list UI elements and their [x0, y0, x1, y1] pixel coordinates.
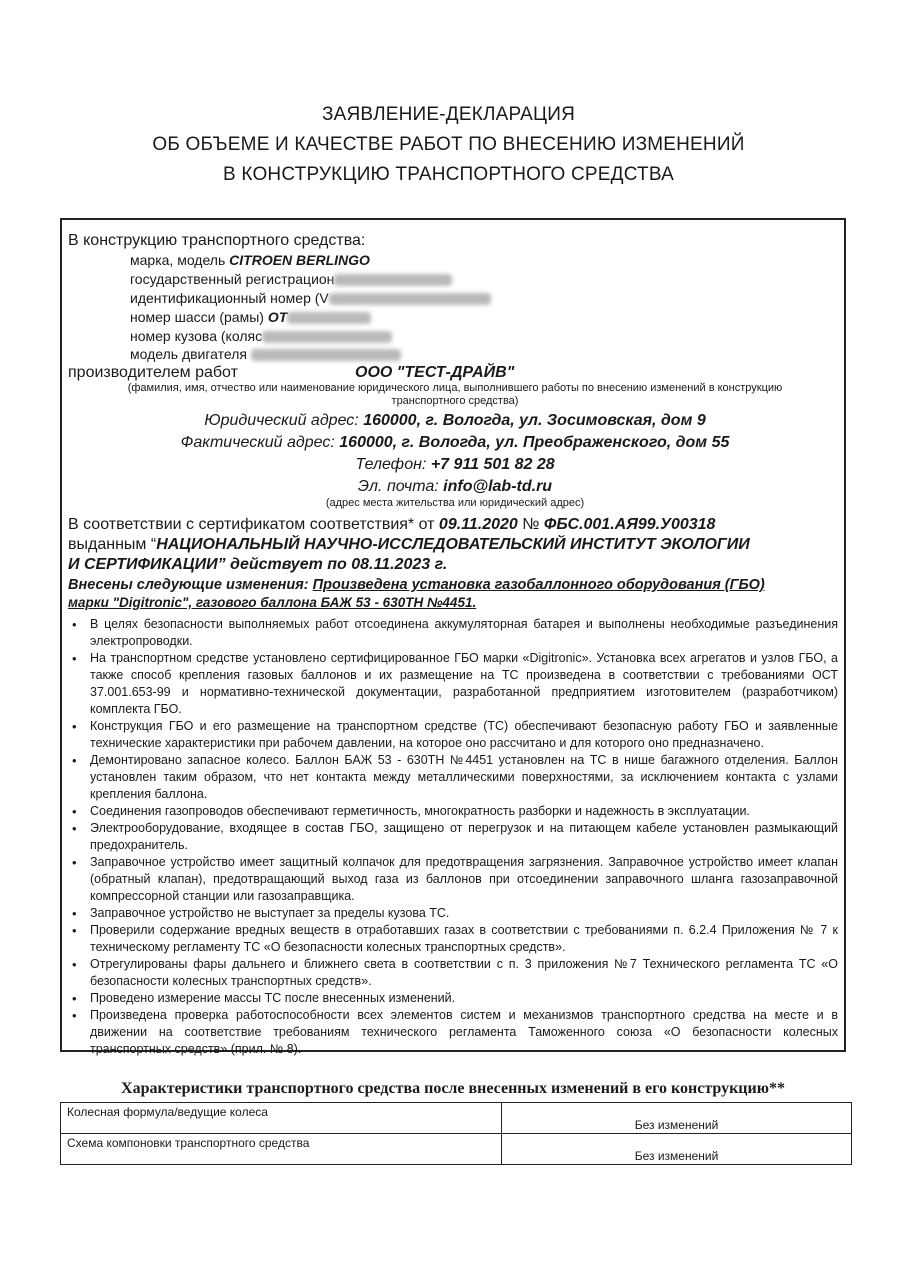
certificate-number-sign: № [522, 516, 540, 533]
changes-line-2 [68, 595, 476, 610]
characteristics-title: Характеристики транспортного средства после внесенных изменений в его конструкцию** [121, 1080, 785, 1097]
redacted-vin [329, 293, 491, 305]
phone-value: +7 911 501 82 28 [430, 456, 555, 473]
list-item: • Соединения газопроводов обеспечивают герметичность, многократность разборки и надежность в эксплуатации. [70, 803, 838, 820]
list-item: • Проведено измерение массы ТС после внесенных изменений. [70, 990, 838, 1007]
chassis-value: ОТ [267, 309, 288, 325]
changes-label: Внесены следующие изменения: [68, 577, 309, 593]
table-row [61, 1134, 852, 1165]
vin-row [130, 290, 491, 306]
legal-address-label: Юридический адрес: [204, 412, 359, 429]
address-note: (адрес места жительства или юридический адрес) [325, 497, 585, 509]
certificate-date: 09.11.2020 [438, 516, 518, 533]
declaration-box [60, 218, 846, 1056]
engine-label: модель двигателя [130, 346, 247, 362]
list-item: • Отрегулированы фары дальнего и ближнего света в соответствии с п. 3 приложения №7 Технического регламента ТС «О безопасности колесных транспортных средств». [70, 956, 838, 990]
reg-row [130, 271, 452, 287]
email-value: info@lab-td.ru [443, 478, 553, 495]
characteristic-name: Колесная формула/ведущие колеса [61, 1103, 502, 1134]
changes-text-1: Произведена установка газобаллонного оборудования (ГБО) [312, 577, 765, 593]
issuer-line-2: И СЕРТИФИКАЦИИ” [68, 556, 226, 573]
vehicle-intro: В конструкцию транспортного средства: [68, 232, 366, 249]
body-row [130, 328, 392, 344]
title-line-2: ОБ ОБЪЕМЕ И КАЧЕСТВЕ РАБОТ ПО ВНЕСЕНИЮ ИЗМЕНЕНИЙ [152, 134, 745, 155]
certificate-line-2 [68, 536, 750, 554]
body-label: номер кузова (коляс [130, 328, 263, 344]
title-line-3: В КОНСТРУКЦИЮ ТРАНСПОРТНОГО СРЕДСТВА [223, 164, 674, 185]
list-item: • Произведена проверка работоспособности всех элементов систем и механизмов транспортного средства на месте и в движении на соответствие требованиям технического регламента Таможенного союза «О безопасности колесных транспортных средств» (прил. № 8). [70, 1007, 838, 1058]
make-value: CITROEN BERLINGO [229, 252, 370, 268]
redacted-reg-number [334, 274, 452, 286]
redacted-body-number [262, 331, 392, 343]
producer-note-2: транспортного средства) [391, 395, 519, 407]
producer-name: ООО "ТЕСТ-ДРАЙВ" [355, 364, 515, 381]
list-item: • Проверили содержание вредных веществ в отработавших газах в соответствии с требованиями п. 6.2.4 Приложения № 7 к техническому регламенту ТС «О безопасности колесных транспортных средств». [70, 922, 838, 956]
certificate-line-1 [68, 516, 715, 534]
reg-label: государственный регистрацион [130, 271, 335, 287]
title-line-1: ЗАЯВЛЕНИЕ-ДЕКЛАРАЦИЯ [321, 104, 576, 125]
list-item: • На транспортном средстве установлено сертифицированное ГБО марки «Digitronic». Установка всех агрегатов и узлов ГБО, а также способ крепления газовых баллонов и их размещение на ТС произведена в соответствии с требованиями ОСТ 37.001.653-99 и нормативно-технической документации, разработанной предприятием изготовителем (разработчиком) комплекта ГБО. [70, 650, 838, 718]
email-label: Эл. почта: [357, 478, 439, 495]
certificate-number: ФБС.001.АЯ99.У00318 [543, 516, 716, 533]
email [62, 478, 848, 496]
list-item: • Заправочное устройство имеет защитный колпачок для предотвращения загрязнения. Заправочное устройство имеет клапан (обратный клапан), предотвращающий выход газа из баллонов при отсоединении заправочного шланга газозаправочной компрессорной станции или газозаправщика. [70, 854, 838, 905]
make-row [130, 252, 370, 268]
producer-note-1: (фамилия, имя, отчество или наименование юридического лица, выполнившего работы по внесению изменений в конструкцию [127, 382, 783, 394]
certificate-prefix: В соответствии с сертификатом соответствия* от [68, 516, 435, 533]
valid-until: действует по 08.11.2023 г. [230, 556, 448, 573]
changes-text-2: марки "Digitronic", газового баллона БАЖ 53 - 630ТН №4451. [68, 595, 477, 610]
table-row [61, 1103, 852, 1134]
certificate-line-3 [68, 556, 447, 574]
producer-label: производителем работ [68, 364, 238, 381]
characteristic-value: Без изменений [502, 1134, 852, 1165]
redacted-engine [251, 349, 401, 361]
changes-line-1 [68, 577, 765, 593]
characteristic-value: Без изменений [502, 1103, 852, 1134]
legal-address-value: 160000, г. Вологда, ул. Зосимовская, дом 9 [363, 412, 706, 429]
actual-address [62, 434, 848, 452]
redacted-chassis [287, 312, 371, 324]
list-item: • Конструкция ГБО и его размещение на транспортном средстве (ТС) обеспечивают безопасную работу ГБО и заявленные технические характеристики при рабочем давлении, на которое оно рассчитано и для которого оно предназначено. [70, 718, 838, 752]
list-item: • Заправочное устройство не выступает за пределы кузова ТС. [70, 905, 838, 922]
list-item: • Электрооборудование, входящее в состав ГБО, защищено от перегрузок и на питающем кабеле установлен размыкающий предохранитель. [70, 820, 838, 854]
actual-address-value: 160000, г. Вологда, ул. Преображенского, дом 55 [339, 434, 730, 451]
issued-by-label: выданным “ [68, 536, 157, 553]
chassis-label: номер шасси (рамы) [130, 309, 264, 325]
vin-label: идентификационный номер (V [130, 290, 329, 306]
document-title [0, 100, 897, 190]
engine-row [130, 346, 401, 362]
actual-address-label: Фактический адрес: [180, 434, 335, 451]
work-list [70, 616, 838, 1058]
legal-address [62, 412, 848, 430]
characteristics-table [60, 1102, 852, 1165]
list-item: • В целях безопасности выполняемых работ отсоединена аккумуляторная батарея и выполнены необходимые разъединения электропроводки. [70, 616, 838, 650]
characteristic-name: Схема компоновки транспортного средства [61, 1134, 502, 1165]
make-label: марка, модель [130, 252, 226, 268]
issuer-line-1: НАЦИОНАЛЬНЫЙ НАУЧНО-ИССЛЕДОВАТЕЛЬСКИЙ ИНСТИТУТ ЭКОЛОГИИ [156, 536, 750, 553]
list-item: • Демонтировано запасное колесо. Баллон БАЖ 53 - 630ТН №4451 установлен на ТС в нише багажного отделения. Баллон установлен таким образом, что нет контакта между металлическими поверхностями, за исключением контакта с узлами крепления баллона. [70, 752, 838, 803]
chassis-row [130, 309, 371, 325]
phone-label: Телефон: [355, 456, 427, 473]
phone [62, 456, 848, 474]
